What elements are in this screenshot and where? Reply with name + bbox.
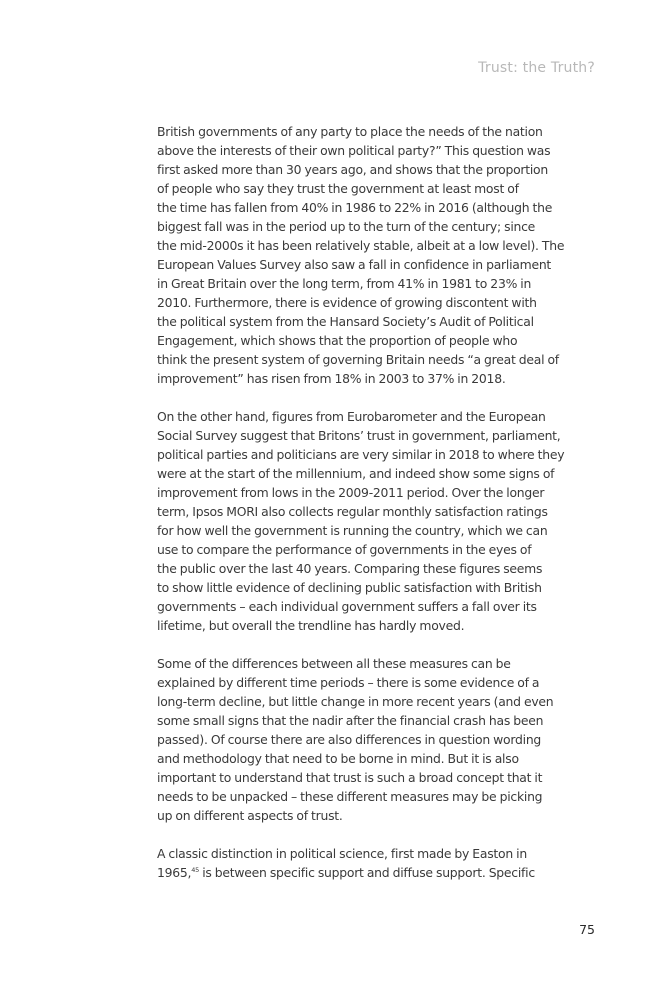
footnote-reference[interactable]: 45: [191, 866, 200, 874]
paragraph-4: [157, 844, 597, 882]
body-text: [157, 122, 597, 901]
text-line: Some of the differences between all these measures can be: [157, 656, 511, 671]
paragraph-1: [157, 122, 597, 388]
text-line: and methodology that need to be borne in mind. But it is also: [157, 751, 519, 766]
text-line: needs to be unpacked – these different measures may be picking: [157, 789, 543, 804]
text-line: term, Ipsos MORI also collects regular monthly satisfaction ratings: [157, 504, 548, 519]
text-line: On the other hand, figures from Eurobarometer and the European: [157, 409, 546, 424]
text-line: explained by different time periods – there is some evidence of a: [157, 675, 540, 690]
text-line: some small signs that the nadir after the financial crash has been: [157, 713, 544, 728]
text-line: improvement” has risen from 18% in 2003 to 37% in 2018.: [157, 371, 506, 386]
text-line: above the interests of their own political party?” This question was: [157, 143, 551, 158]
text-line: for how well the government is running the country, which we can: [157, 523, 548, 538]
text-line: the public over the last 40 years. Comparing these figures seems: [157, 561, 543, 576]
text-line: think the present system of governing Britain needs “a great deal of: [157, 352, 559, 367]
text-line: Social Survey suggest that Britons’ trust in government, parliament,: [157, 428, 561, 443]
text-line: long-term decline, but little change in more recent years (and even: [157, 694, 554, 709]
text-line: A classic distinction in political science, first made by Easton in: [157, 846, 527, 861]
text-line: governments – each individual government suffers a fall over its: [157, 599, 537, 614]
text-line: political parties and politicians are very similar in 2018 to where they: [157, 447, 565, 462]
text-line: European Values Survey also saw a fall in confidence in parliament: [157, 257, 552, 272]
text-line: the mid-2000s it has been relatively stable, albeit at a low level). The: [157, 238, 565, 253]
text-line: lifetime, but overall the trendline has hardly moved.: [157, 618, 465, 633]
paragraph-3: [157, 654, 597, 825]
page-number: 75: [579, 922, 595, 937]
text-line: British governments of any party to place the needs of the nation: [157, 124, 543, 139]
text-line: the political system from the Hansard Society’s Audit of Political: [157, 314, 534, 329]
running-header: Trust: the Truth?: [478, 60, 595, 76]
text-line: were at the start of the millennium, and indeed show some signs of: [157, 466, 555, 481]
text-line: to show little evidence of declining public satisfaction with British: [157, 580, 542, 595]
text-line: biggest fall was in the period up to the turn of the century; since: [157, 219, 536, 234]
paragraph-2: [157, 407, 597, 635]
text-line: use to compare the performance of governments in the eyes of: [157, 542, 532, 557]
text-line: Engagement, which shows that the proportion of people who: [157, 333, 518, 348]
text-segment: 1965,: [157, 865, 192, 880]
text-line: important to understand that trust is such a broad concept that it: [157, 770, 543, 785]
text-line-with-footnote: [157, 863, 597, 882]
text-line: improvement from lows in the 2009-2011 period. Over the longer: [157, 485, 545, 500]
text-line: first asked more than 30 years ago, and shows that the proportion: [157, 162, 548, 177]
text-line: of people who say they trust the government at least most of: [157, 181, 519, 196]
text-segment: is between specific support and diffuse support. Specific: [202, 865, 535, 880]
text-line: up on different aspects of trust.: [157, 808, 343, 823]
text-line: 2010. Furthermore, there is evidence of growing discontent with: [157, 295, 537, 310]
text-line: in Great Britain over the long term, from 41% in 1981 to 23% in: [157, 276, 532, 291]
text-line: the time has fallen from 40% in 1986 to 22% in 2016 (although the: [157, 200, 553, 215]
text-line: passed). Of course there are also differences in question wording: [157, 732, 542, 747]
